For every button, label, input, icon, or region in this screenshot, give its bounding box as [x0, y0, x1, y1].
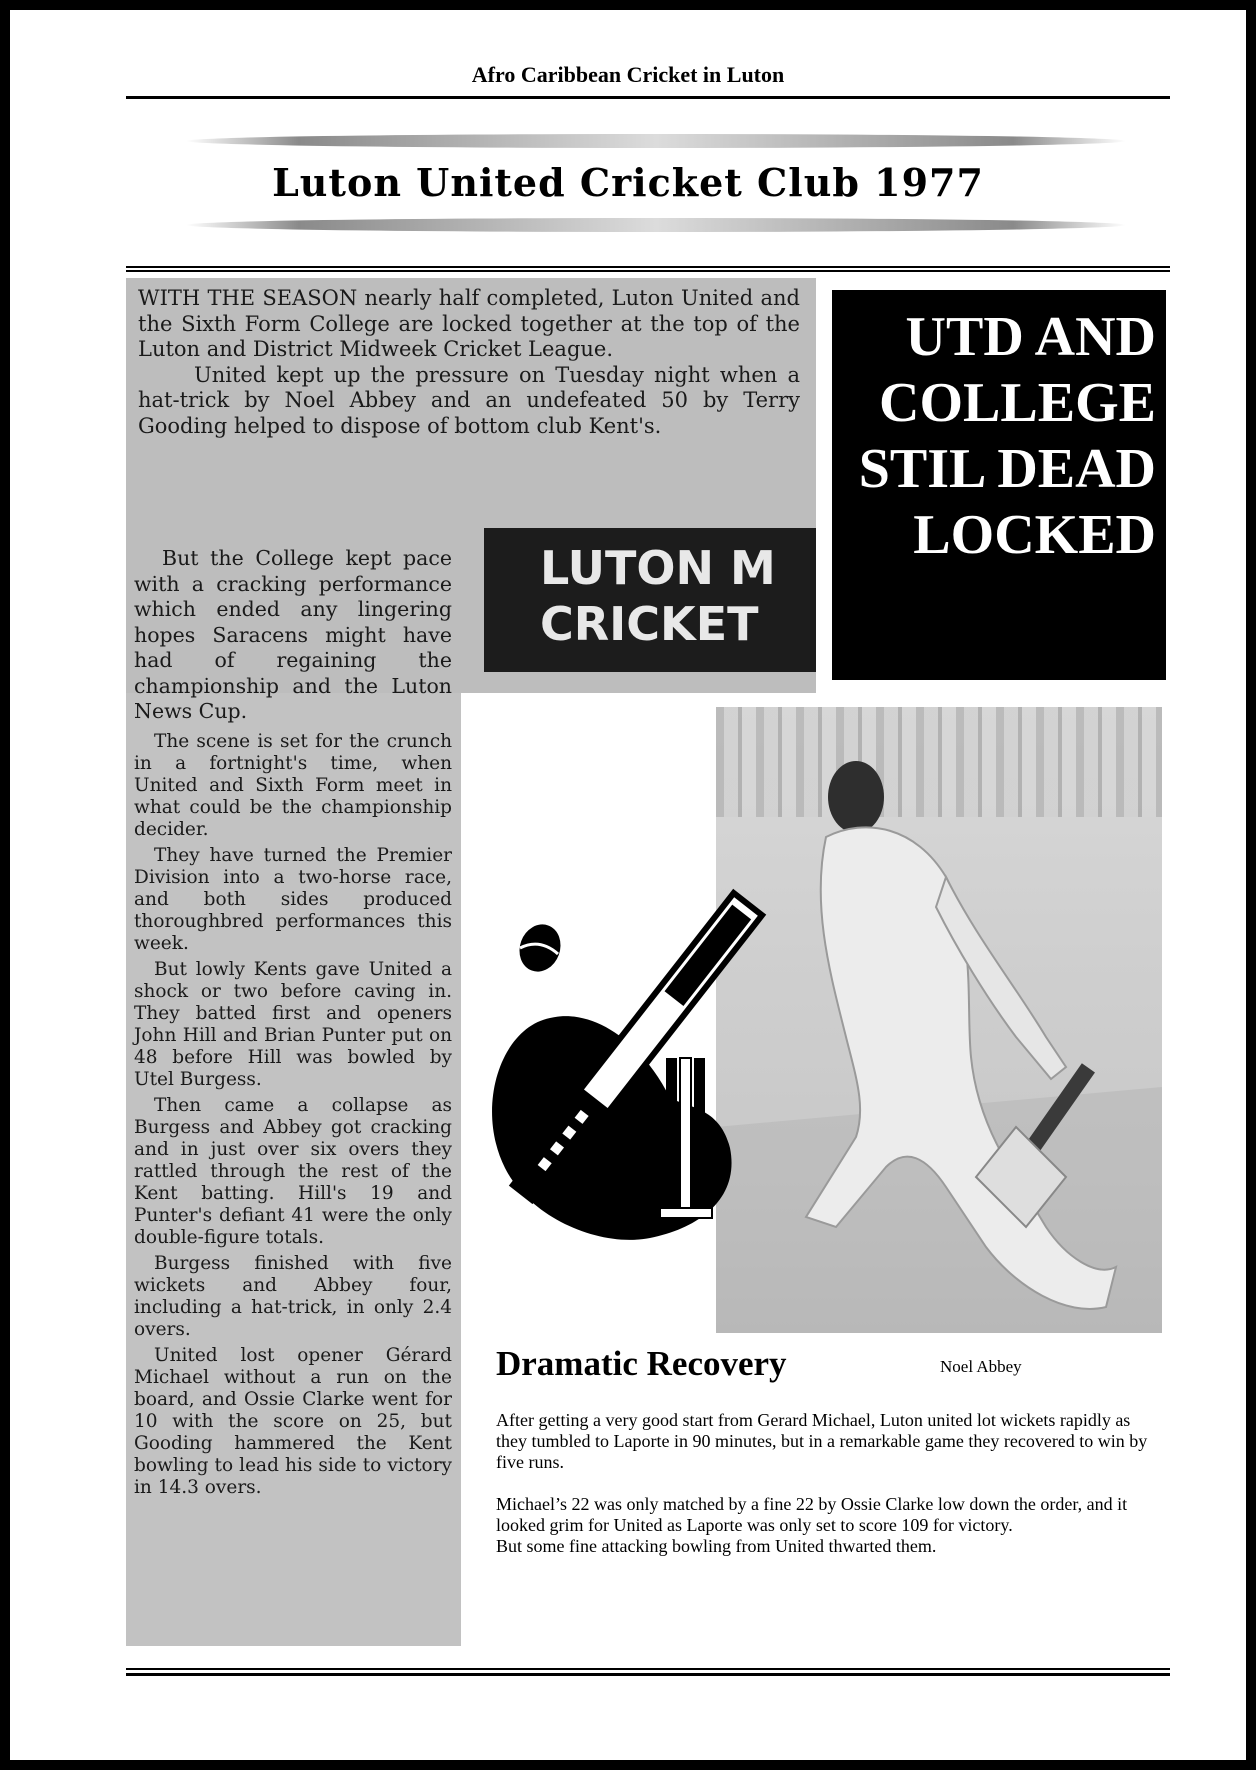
headline-line-2: COLLEGE — [879, 372, 1156, 434]
header-rule — [126, 96, 1170, 99]
clipping-column-paragraph: They have turned the Premier Division into a two-horse race, and both sides produced thoroughbred performances this week. — [134, 844, 452, 954]
clipping-column-paragraph: But the College kept pace with a cracking performance which ended any lingering hopes Saracens might have had of regaining the championship and the Luton News Cup. — [134, 546, 452, 723]
headline-line-1: UTD AND — [905, 306, 1156, 368]
story-paragraph-3: But some fine attacking bowling from United thwarted them. — [496, 1536, 937, 1556]
photo-caption: Noel Abbey — [940, 1357, 1022, 1376]
cricket-bat-ball-stumps-icon — [480, 868, 770, 1248]
clipping-masthead — [484, 528, 816, 672]
content-bottom-rule — [126, 1668, 1170, 1676]
story-paragraph-1: After getting a very good start from Gerard Michael, Luton united lot wickets rapidly as they tumbled to Laporte in 90 minutes, but in a remarkable game they recovered to win by five runs. — [496, 1410, 1148, 1472]
content-top-rule — [126, 266, 1170, 272]
masthead-line-1: LUTON M — [540, 541, 776, 595]
story-body — [496, 1410, 1148, 1557]
clipping-column-paragraph: United lost opener Gérard Michael without a run on the board, and Ossie Clarke went for 10 with the score on 25, but Gooding hammered the Kent bowling to lead his side to victory in 14.3 overs. — [134, 1344, 452, 1498]
running-header: Afro Caribbean Cricket in Luton — [471, 62, 785, 87]
clipping-column-paragraph: The scene is set for the crunch in a fortnight's time, when United and Sixth Form meet in what could be the championship decider. — [134, 730, 452, 840]
story-title: Dramatic Recovery — [496, 1344, 787, 1383]
clipping-column-paragraph: But lowly Kents gave United a shock or two before caving in. They batted first and openers John Hill and Brian Punter put on 48 before Hill was bowled by Utel Burgess. — [134, 958, 452, 1090]
title-swoosh-top — [186, 134, 1126, 148]
title-swoosh-bottom — [186, 218, 1126, 232]
clipping-column-paragraph: Then came a collapse as Burgess and Abbey got cracking and in just over six overs they rattled through the rest of the Kent batting. Hill's 19 and Punter's defiant 41 were the only double-figure totals. — [134, 1094, 452, 1248]
document-page — [10, 10, 1246, 1760]
headline-line-4: LOCKED — [913, 504, 1156, 566]
club-title: Luton United Cricket Club 1977 — [272, 160, 984, 205]
headline-box — [832, 290, 1166, 680]
clipping-second-paragraph: United kept up the pressure on Tuesday night when a hat-trick by Noel Abbey and an undefeated 50 by Terry Gooding helped to dispose of bottom club Kent's. — [138, 362, 800, 438]
cricketer-running-photo — [716, 707, 1162, 1333]
story-paragraph-2: Michael’s 22 was only matched by a fine 22 by Ossie Clarke low down the order, and it looked grim for United as Laporte was only set to score 109 for victory. — [496, 1494, 1128, 1535]
clipping-column-paragraph: Burgess finished with five wickets and Abbey four, including a hat-trick, in only 2.4 overs. — [134, 1252, 452, 1340]
clipping-lead-text — [138, 286, 800, 439]
headline-line-3: STIL DEAD — [858, 438, 1156, 500]
masthead-line-2: CRICKET — [540, 597, 759, 651]
headline-text — [859, 304, 1156, 568]
cricketer-figure — [716, 707, 1162, 1333]
clipping-column — [134, 546, 452, 1503]
clipping-lead-paragraph: WITH THE SEASON nearly half completed, Luton United and the Sixth Form College are locked together at the top of the Luton and District Midweek Cricket League. — [138, 286, 800, 361]
